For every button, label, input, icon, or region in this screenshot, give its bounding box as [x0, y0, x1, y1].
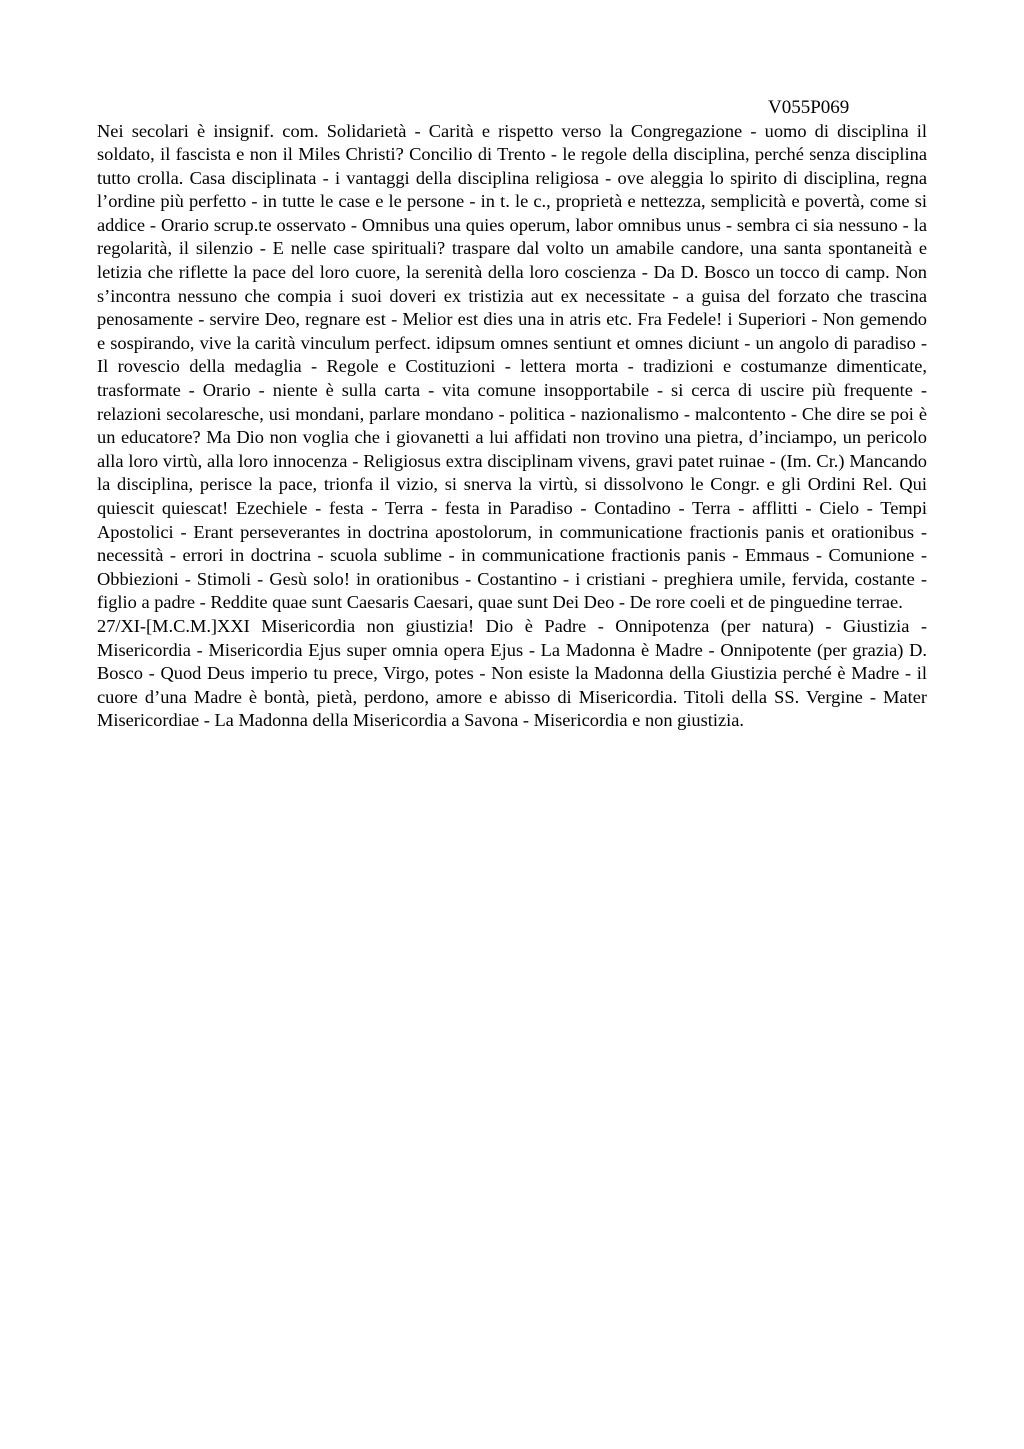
page-identifier: V055P069 [768, 97, 850, 118]
paragraph-misericordia: 27/XI-[M.C.M.]XXI Misericordia non giustizia! Dio è Padre - Onnipotenza (per natura) - Giustizia - Misericordia - Misericordia Ejus super omnia opera Ejus - La Madonna è Madre - Onnipotente (per grazia) D. Bosco - Quod Deus imperio tu prece, Virgo, potes - Non esiste la Madonna della Giustizia perché è Madre - il cuore d’una Madre è bontà, pietà, perdono, amore e abisso di Misericordia. Titoli della SS. Vergine - Mater Misericordiae - La Madonna della Misericordia a Savona - Misericordia e non giustizia. [97, 615, 927, 731]
paragraph-disciplina: Nei secolari è insignif. com. Solidarietà - Carità e rispetto verso la Congregazione - uomo di disciplina il soldato, il fascista e non il Miles Christi? Concilio di Trento - le regole della disciplina, perché senza disciplina tutto crolla. Casa disciplinata - i vantaggi della disciplina religiosa - ove aleggia lo spirito di disciplina, regna l’ordine più perfetto - in tutte le case e le persone - in t. le c., proprietà e nettezza, semplicità e povertà, come si addice - Orario scrup.te osservato - Omnibus una quies operum, labor omnibus unus - sembra ci sia nessuno - la regolarità, il silenzio - E nelle case spirituali? traspare dal volto un amabile candore, una santa spontaneità e letizia che riflette la pace del loro cuore, la serenità della loro coscienza - Da D. Bosco un tocco di camp. Non s’incontra nessuno che compia i suoi doveri ex tristizia aut ex necessitate - a guisa del forzato che trascina penosamente - servire Deo, regnare est - Melior est dies una in atris etc. Fra Fedele! i Superiori - Non gemendo e sospirando, vive la carità vinculum perfect. idipsum omnes sentiunt et omnes diciunt - un angolo di paradiso - Il rovescio della medaglia - Regole e Costituzioni - lettera morta - tradizioni e costumanze dimenticate, trasformate - Orario - niente è sulla carta - vita comune insopportabile - si cerca di uscire più frequente - relazioni secolaresche, usi mondani, parlare mondano - politica - nazionalismo - malcontento - Che dire se poi è un educatore? Ma Dio non voglia che i giovanetti a lui affidati non trovino una pietra, d’inciampo, un pericolo alla loro virtù, alla loro innocenza - Religiosus extra disciplinam vivens, gravi patet ruinae - (Im. Cr.) Mancando la disciplina, perisce la pace, trionfa il vizio, si snerva la virtù, si dissolvono le Congr. e gli Ordini Rel. Qui quiescit quiescat! Ezechiele - festa - Terra - festa in Paradiso - Contadino - Terra - afflitti - Cielo - Tempi Apostolici - Erant perseverantes in doctrina apostolorum, in communicatione fractionis panis et orationibus - necessità - errori in doctrina - scuola sublime - in communicatione fractionis panis - Emmaus - Comunione - Obbiezioni - Stimoli - Gesù solo! in orationibus - Costantino - i cristiani - preghiera umile, fervida, costante - figlio a padre - Reddite quae sunt Caesaris Caesari, quae sunt Dei Deo - De rore coeli et de pinguedine terrae. [97, 120, 927, 613]
document-body [97, 120, 927, 733]
